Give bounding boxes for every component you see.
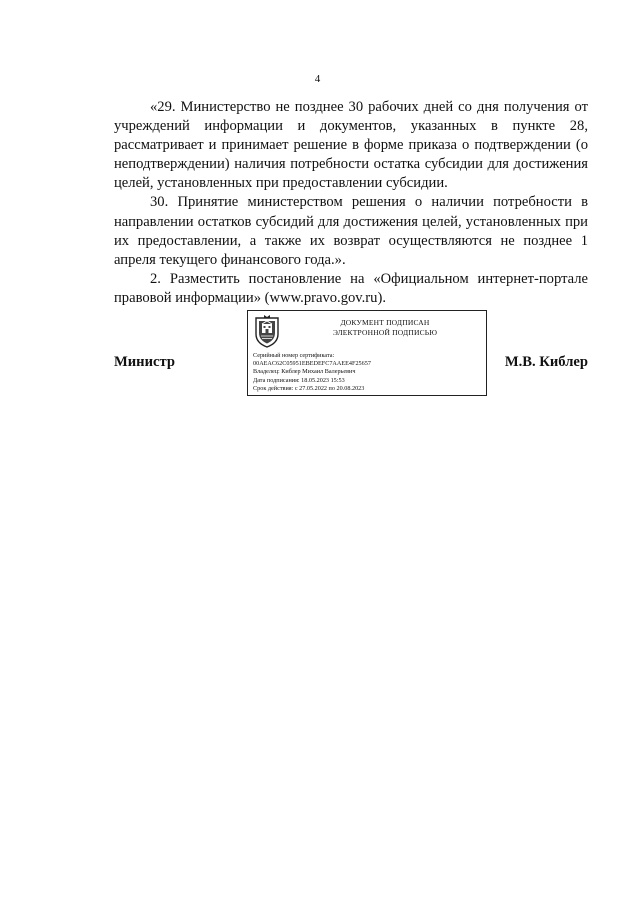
signature-block <box>114 310 588 400</box>
signer-name: М.В. Киблер <box>504 354 588 370</box>
electronic-signature-stamp <box>247 310 487 396</box>
paragraph-30: 30. Принятие министерством решения о наличии потребности в направлении остатков субсидий для достижения целей, установленных при их предоставлении, а также их возврат осуществляются не позднее 1 апреля текущего финансового года.». <box>114 194 588 268</box>
paragraph-29: «29. Министерство не позднее 30 рабочих дней со дня получения от учреждений информации и документов, указанных в пункте 28, рассматривает и принимает решение в форме приказа о подтверждении (о неподтверждении) наличия потребности остатка субсидии для достижения целей, установленных при предоставлении субсидии. <box>114 99 588 192</box>
coat-of-arms-icon <box>253 314 281 348</box>
certificate-owner: Владелец: Киблер Михаил Валерьевич <box>253 368 356 376</box>
certificate-number: 00AEAC62C05951EBEDEFC7AAEE4F25657 <box>253 360 371 368</box>
stamp-title-line-2: ЭЛЕКТРОННОЙ ПОДПИСЬЮ <box>332 328 438 337</box>
stamp-title-line-1: ДОКУМЕНТ ПОДПИСАН <box>340 318 430 327</box>
page-number: 4 <box>314 73 321 85</box>
certificate-label: Серийный номер сертификата: <box>253 352 335 359</box>
document-body <box>114 98 588 308</box>
signer-position: Министр <box>114 354 175 370</box>
certificate-validity: Срок действия: с 27.05.2022 по 20.08.2023 <box>253 384 365 392</box>
stamp-title <box>289 314 481 338</box>
paragraph-2: 2. Разместить постановление на «Официальном интернет-портале правовой информации» (www.pravo.gov.ru). <box>114 270 588 306</box>
signing-date: Дата подписания: 18.05.2023 15:53 <box>253 376 345 384</box>
